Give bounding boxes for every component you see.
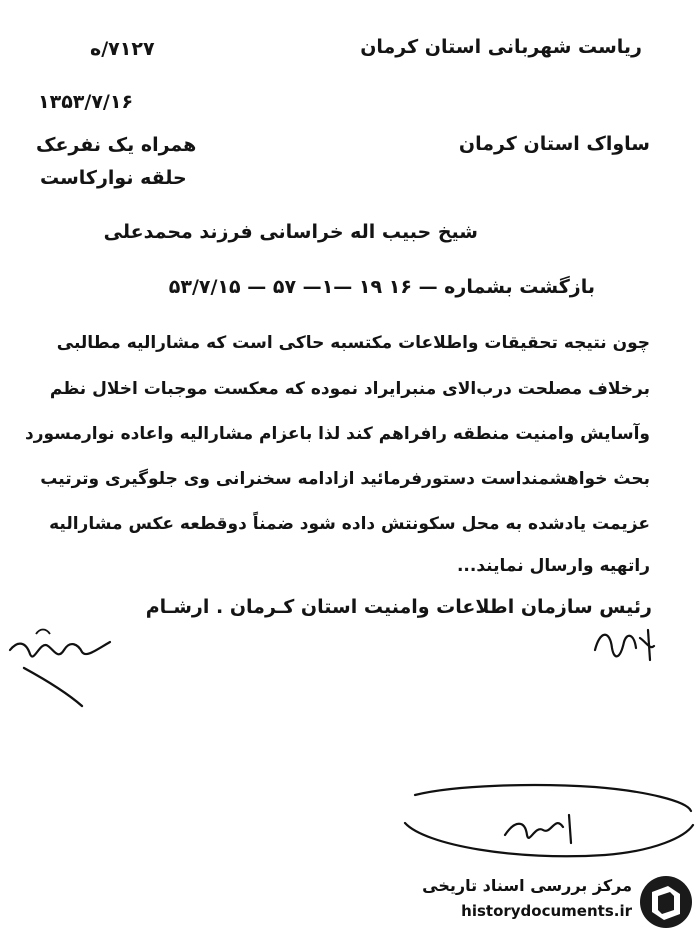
body-line: بحث خواهشمنداست دستورفرمائید ازادامه سخنرانی وی جلوگیری وترتیب [40, 469, 650, 489]
recipient: ساواک استان کرمان [458, 133, 650, 155]
body-line: برخلاف مصلحت درب‌الای منبرایراد نموده که معکست موجبات اخلال نظم [49, 379, 650, 399]
reference-line: بازگشت بشماره — ۱۶ ۱۹ —۱— ۵۷ — ۵۳/۷/۱۵ [168, 276, 595, 298]
archive-watermark [394, 872, 694, 932]
handwritten-note [590, 620, 660, 670]
reference-number: ۷۱۲۷/ه [90, 38, 155, 60]
body-line: وآسایش وامنیت منطقه رافراهم کند لذا باعزام مشارالیه واعاده نوارمسورد [25, 424, 650, 444]
attachment-line-1: همراه یک نفرعک [36, 134, 197, 156]
archive-logo-icon [638, 874, 694, 930]
signature [6, 620, 116, 710]
org-header: ریاست شهربانی استان کرمان [360, 36, 642, 58]
body-line: عزیمت یادشده به محل سکونتش داده شود ضمناً دوقطعه عکس مشارالیه [49, 514, 650, 534]
body-line: چون نتیجه تحقیقات واطلاعات مکتسبه حاکی است که مشارالیه مطالبی [56, 333, 650, 353]
attachment-line-2: حلقه نوارکاست [40, 167, 187, 189]
bottom-signature [395, 775, 695, 870]
closing-signatory: رئیس سازمان اطلاعات وامنیت استان کـرمان . ارشـام [145, 596, 652, 618]
archive-site: historydocuments.ir [461, 902, 632, 920]
body-line: راتهیه وارسال نمایند... [456, 556, 650, 576]
letter-date: ۱۳۵۳/۷/۱۶ [38, 91, 134, 113]
subject-line: شیخ حبیب اله خراسانی فرزند محمدعلی [103, 221, 478, 243]
archive-name: مرکز بررسی اسناد تاریخی [422, 876, 632, 895]
